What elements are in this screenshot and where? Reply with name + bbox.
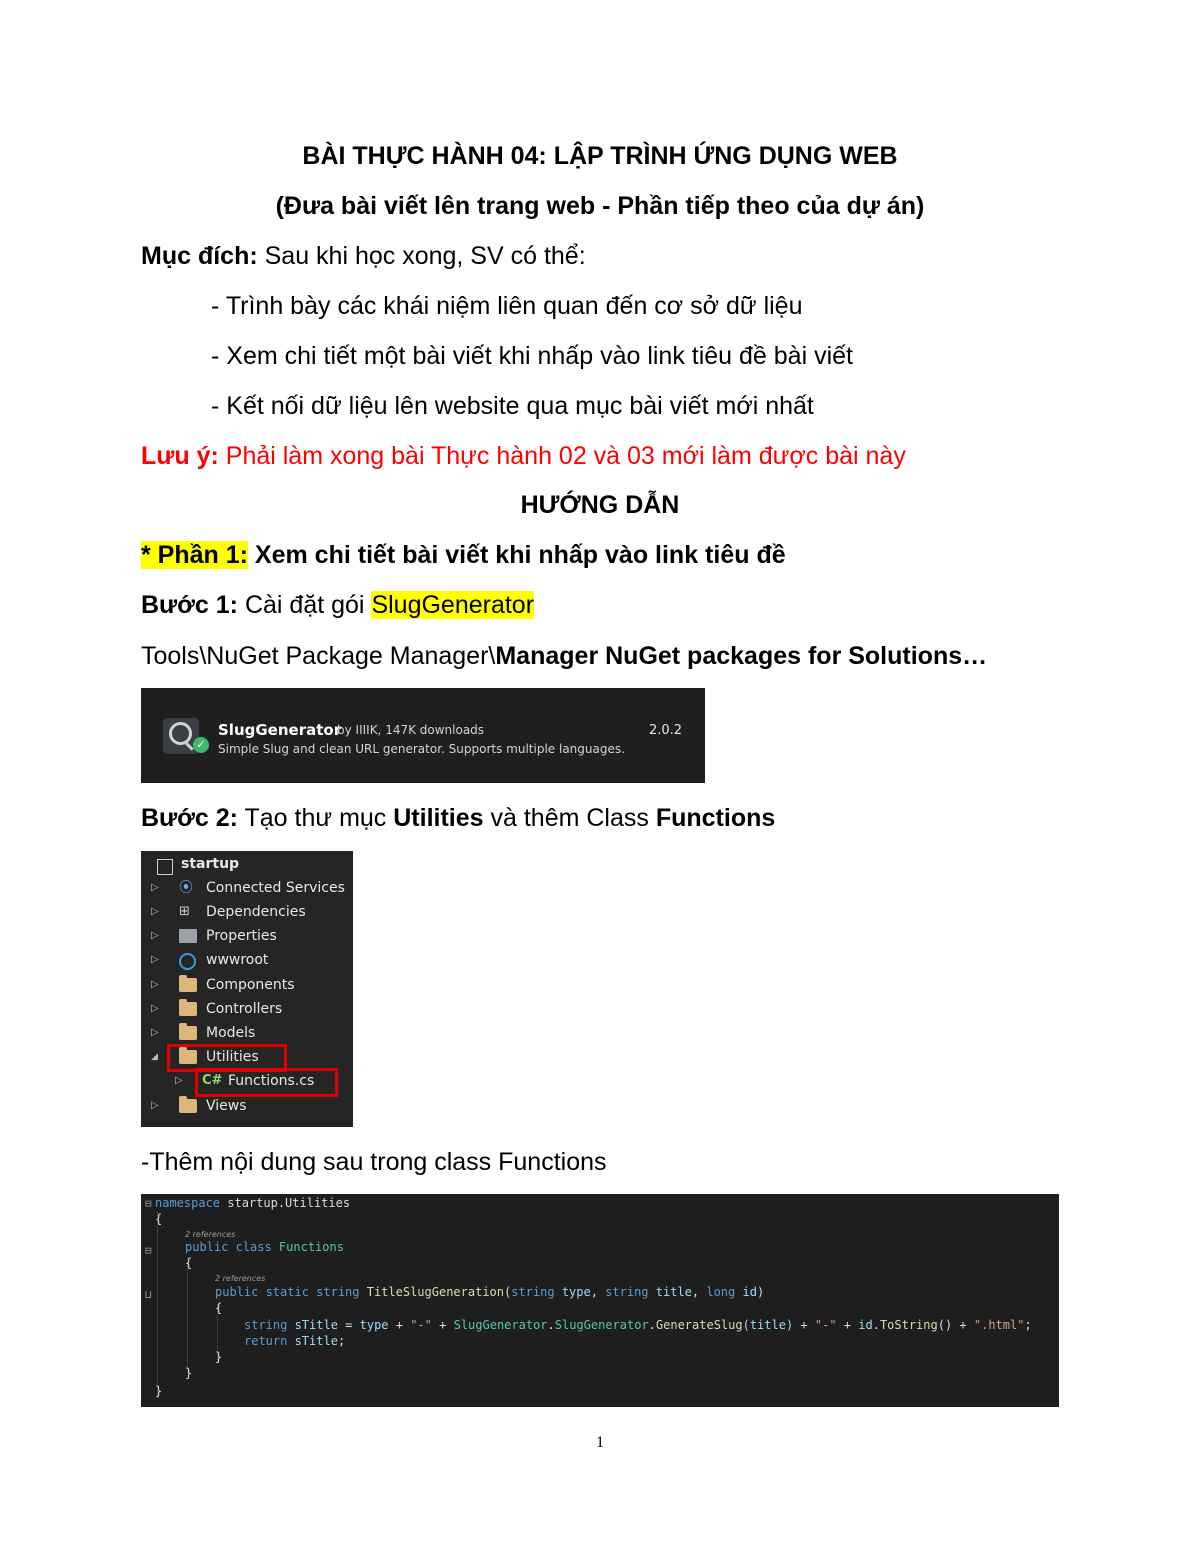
add-content-instruction: -Thêm nội dung sau trong class Functions — [141, 1148, 607, 1176]
expand-arrow-icon: ▷ — [151, 906, 159, 917]
note-label: Lưu ý: — [141, 442, 219, 470]
csharp-file-icon: C# — [202, 1073, 223, 1088]
tree-item-properties[interactable] — [141, 926, 353, 946]
collapse-icon[interactable]: ⊟ — [145, 1244, 152, 1257]
note-text: Phải làm xong bài Thực hành 02 và 03 mới làm được bài này — [218, 442, 906, 470]
menu-path — [141, 641, 987, 671]
step2-text: và thêm Class — [483, 804, 656, 832]
highlight-box-functions — [195, 1068, 338, 1097]
purpose-item: - Kết nối dữ liệu lên website qua mục bài viết mới nhất — [211, 392, 814, 420]
tree-item-wwwroot[interactable] — [141, 950, 353, 970]
project-label: startup — [181, 856, 240, 872]
folder-icon — [179, 1026, 197, 1040]
connected-services-icon: ⦿ — [179, 880, 193, 896]
properties-icon — [179, 929, 197, 943]
tree-item-controllers[interactable] — [141, 999, 353, 1019]
tree-item-label: Components — [206, 977, 295, 993]
tree-item-label: Views — [206, 1098, 247, 1114]
tree-item-components[interactable] — [141, 975, 353, 995]
expand-arrow-icon: ▷ — [151, 930, 159, 941]
expand-arrow-icon: ▷ — [151, 979, 159, 990]
tree-item-label: Controllers — [206, 1001, 283, 1017]
code-line: return sTitle; — [244, 1334, 346, 1348]
tree-item-label: Properties — [206, 928, 277, 944]
code-block — [141, 1194, 1059, 1407]
code-line: public class Functions — [185, 1240, 344, 1254]
step1-label: Bước 1: — [141, 591, 239, 619]
tree-item-label: Dependencies — [206, 904, 306, 920]
folder-icon — [179, 978, 197, 992]
code-references[interactable]: 2 references — [185, 1230, 236, 1239]
guide-heading: HƯỚNG DẪN — [520, 491, 680, 519]
step2-folder: Utilities — [393, 804, 484, 832]
tree-item-connected-services[interactable] — [141, 878, 353, 898]
dependencies-icon: ⊞ — [179, 904, 190, 919]
page-title: BÀI THỰC HÀNH 04: LẬP TRÌNH ỨNG DỤNG WEB — [302, 142, 898, 170]
code-line: } — [215, 1350, 223, 1364]
expand-arrow-icon: ▷ — [151, 1003, 159, 1014]
package-name: SlugGenerator — [218, 721, 342, 739]
expand-arrow-icon: ▷ — [151, 882, 159, 893]
page-subtitle: (Đưa bài viết lên trang web - Phần tiếp theo của dự án) — [275, 192, 925, 220]
solution-explorer — [141, 851, 353, 1127]
collapse-arrow-icon: ◢ — [151, 1052, 158, 1062]
collapse-icon[interactable]: ⊔ — [145, 1288, 152, 1301]
tree-item-label: wwwroot — [206, 952, 269, 968]
code-references[interactable]: 2 references — [215, 1274, 266, 1283]
package-version: 2.0.2 — [649, 723, 683, 738]
code-line: { — [185, 1256, 193, 1270]
code-line: string sTitle = type + "-" + SlugGenerator.SlugGenerator.GenerateSlug(title) + "-" + id.ToString() + ".html"; — [244, 1318, 1032, 1332]
step2-line — [141, 803, 775, 833]
purpose-label: Mục đích: — [141, 242, 258, 270]
tree-item-label: Functions.cs — [228, 1073, 315, 1089]
step1-text: Cài đặt gói — [238, 591, 372, 619]
step2-text: Tạo thư mục — [238, 804, 394, 832]
step1-package-highlight: SlugGenerator — [371, 591, 535, 619]
code-line: namespace startup.Utilities — [155, 1196, 351, 1210]
tree-item-label: Models — [206, 1025, 256, 1041]
part1-heading — [141, 540, 786, 570]
code-line: public static string TitleSlugGeneration(string type, string title, long id) — [215, 1285, 765, 1299]
purpose-text: Sau khi học xong, SV có thể: — [257, 242, 586, 270]
globe-icon — [179, 953, 196, 970]
package-author: by IIIIK, 147K downloads — [337, 723, 485, 737]
part1-text: Xem chi tiết bài viết khi nhấp vào link tiêu đề — [247, 541, 786, 569]
menu-path-bold: Manager NuGet packages for Solutions… — [495, 642, 988, 670]
project-icon — [157, 859, 173, 875]
expand-arrow-icon: ▷ — [175, 1075, 183, 1086]
step2-class: Functions — [655, 804, 776, 832]
collapse-icon[interactable]: ⊟ — [145, 1197, 152, 1210]
step2-label: Bước 2: — [141, 804, 239, 832]
purpose-item: - Xem chi tiết một bài viết khi nhấp vào link tiêu đề bài viết — [211, 342, 853, 370]
menu-path-plain: Tools\NuGet Package Manager\ — [141, 642, 496, 670]
expand-arrow-icon: ▷ — [151, 954, 159, 965]
check-icon: ✓ — [193, 737, 209, 753]
page-number: 1 — [596, 1434, 604, 1451]
tree-item-dependencies[interactable] — [141, 902, 353, 922]
step1-line — [141, 590, 534, 620]
folder-icon — [179, 1099, 197, 1113]
code-line: { — [215, 1301, 223, 1315]
code-line: } — [155, 1384, 163, 1398]
folder-icon — [179, 1002, 197, 1016]
tree-item-views[interactable] — [141, 1096, 353, 1116]
part1-label: * Phần 1: — [141, 541, 248, 569]
note-line — [141, 441, 906, 471]
code-line: } — [185, 1366, 193, 1380]
expand-arrow-icon: ▷ — [151, 1027, 159, 1038]
tree-item-label: Connected Services — [206, 880, 345, 896]
code-line: { — [155, 1212, 163, 1226]
project-node[interactable] — [141, 854, 353, 874]
nuget-package-card — [141, 688, 705, 783]
tree-item-models[interactable] — [141, 1023, 353, 1043]
expand-arrow-icon: ▷ — [151, 1100, 159, 1111]
tree-item-label: Utilities — [206, 1049, 259, 1065]
purpose-item: - Trình bày các khái niệm liên quan đến cơ sở dữ liệu — [211, 292, 803, 320]
purpose-line — [141, 241, 586, 271]
package-description: Simple Slug and clean URL generator. Supports multiple languages. — [218, 742, 625, 756]
